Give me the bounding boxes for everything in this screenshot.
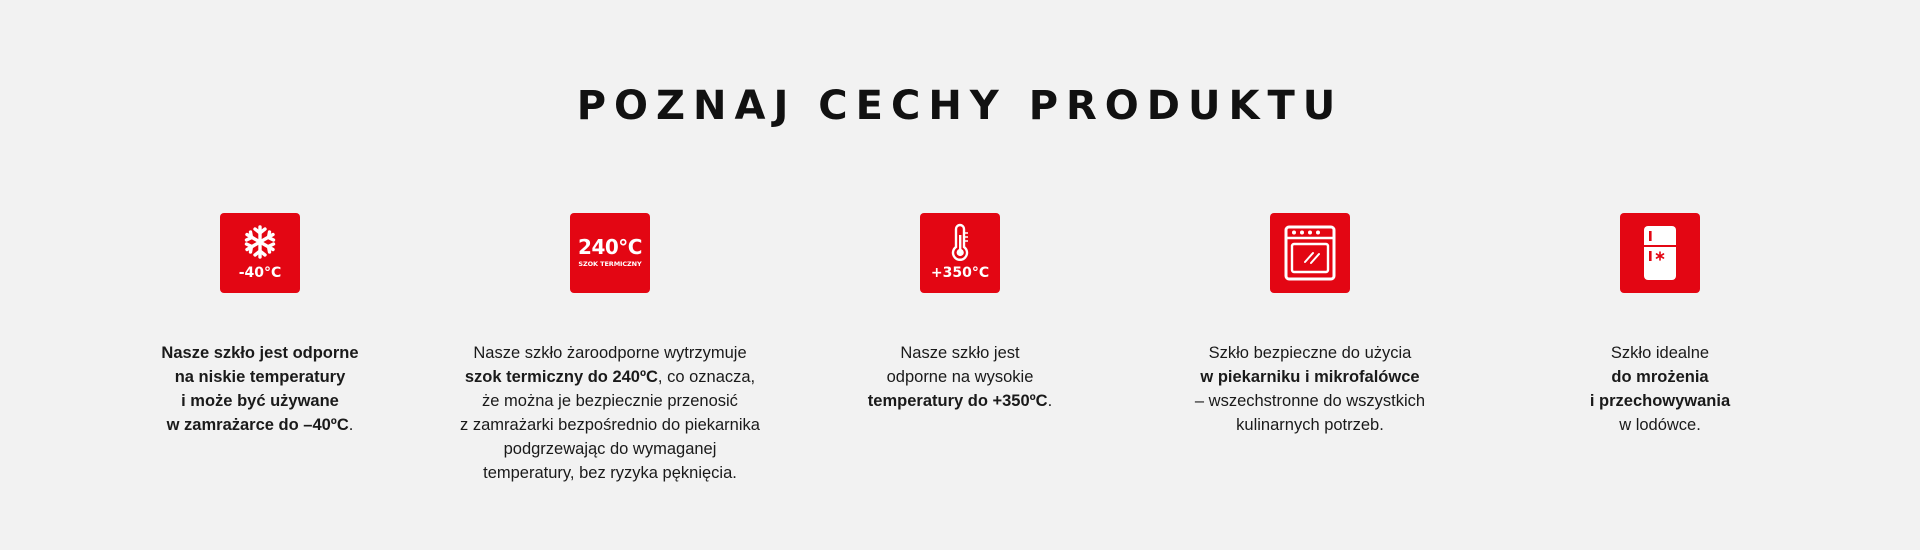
description-text: , co oznacza,	[657, 368, 756, 386]
description-text: odporne na wysokie	[886, 368, 1034, 386]
feature-low-temperature	[80, 213, 440, 437]
description-line	[80, 389, 440, 413]
description-line	[80, 365, 440, 389]
icon-badge-text: 240°C	[578, 235, 642, 259]
thermometer-icon	[920, 213, 1000, 293]
feature-description	[430, 341, 790, 485]
description-text: Nasze szkło jest	[900, 344, 1020, 362]
icon-badge-text: -40°C	[238, 265, 282, 281]
description-line	[1480, 365, 1840, 389]
description-text: temperatury, bez ryzyka pęknięcia.	[483, 464, 737, 482]
description-text-bold: w zamrażarce do –40ºC	[166, 416, 349, 434]
description-line	[1130, 413, 1490, 437]
description-text: podgrzewając do wymaganej	[503, 440, 717, 458]
description-line	[430, 341, 790, 365]
description-text-bold: na niskie temperatury	[174, 368, 346, 386]
description-text: .	[1047, 392, 1053, 410]
thermal-shock-icon	[570, 213, 650, 293]
description-line	[80, 341, 440, 365]
description-line	[780, 341, 1140, 365]
description-text-bold: i przechowywania	[1589, 392, 1731, 410]
description-text: Nasze szkło żaroodporne wytrzymuje	[473, 344, 747, 362]
description-line	[430, 413, 790, 437]
description-line	[430, 389, 790, 413]
feature-freezing-storage	[1480, 213, 1840, 437]
feature-description	[780, 341, 1140, 413]
feature-thermal-shock	[430, 213, 790, 485]
description-line	[1480, 389, 1840, 413]
icon-badge-subtext: SZOK TERMICZNY	[578, 260, 642, 268]
description-text: kulinarnych potrzeb.	[1236, 416, 1384, 434]
feature-oven-microwave	[1130, 213, 1490, 437]
feature-description	[1480, 341, 1840, 437]
description-line	[80, 413, 440, 437]
description-line	[1480, 413, 1840, 437]
icon-badge-text: +350°C	[930, 265, 990, 281]
description-line	[780, 365, 1140, 389]
description-text-bold: szok termiczny do 240ºC	[464, 368, 658, 386]
description-text-bold: i może być używane	[181, 392, 339, 410]
description-line	[1480, 341, 1840, 365]
description-text: .	[348, 416, 354, 434]
fridge-icon	[1620, 213, 1700, 293]
description-text: Szkło bezpieczne do użycia	[1208, 344, 1412, 362]
description-line	[1130, 341, 1490, 365]
description-text: – wszechstronne do wszystkich	[1194, 392, 1426, 410]
description-text: że można je bezpiecznie przenosić	[482, 392, 738, 410]
feature-high-temperature	[780, 213, 1140, 413]
description-text-bold: w piekarniku i mikrofalówce	[1200, 368, 1420, 386]
description-text: Szkło idealne	[1610, 344, 1710, 362]
feature-description	[80, 341, 440, 437]
description-line	[430, 461, 790, 485]
description-line	[430, 365, 790, 389]
oven-icon	[1270, 213, 1350, 293]
description-text: z zamrażarki bezpośrednio do piekarnika	[460, 416, 760, 434]
description-line	[1130, 389, 1490, 413]
description-text: w lodówce.	[1619, 416, 1701, 434]
feature-description	[1130, 341, 1490, 437]
description-text-bold: do mrożenia	[1611, 368, 1709, 386]
description-line	[1130, 365, 1490, 389]
description-text-bold: Nasze szkło jest odporne	[161, 344, 359, 362]
snowflake-icon	[220, 213, 300, 293]
section-title: POZNAJ CECHY PRODUKTU	[576, 83, 1344, 129]
description-line	[780, 389, 1140, 413]
description-text-bold: temperatury do +350ºC	[867, 392, 1048, 410]
description-line	[430, 437, 790, 461]
